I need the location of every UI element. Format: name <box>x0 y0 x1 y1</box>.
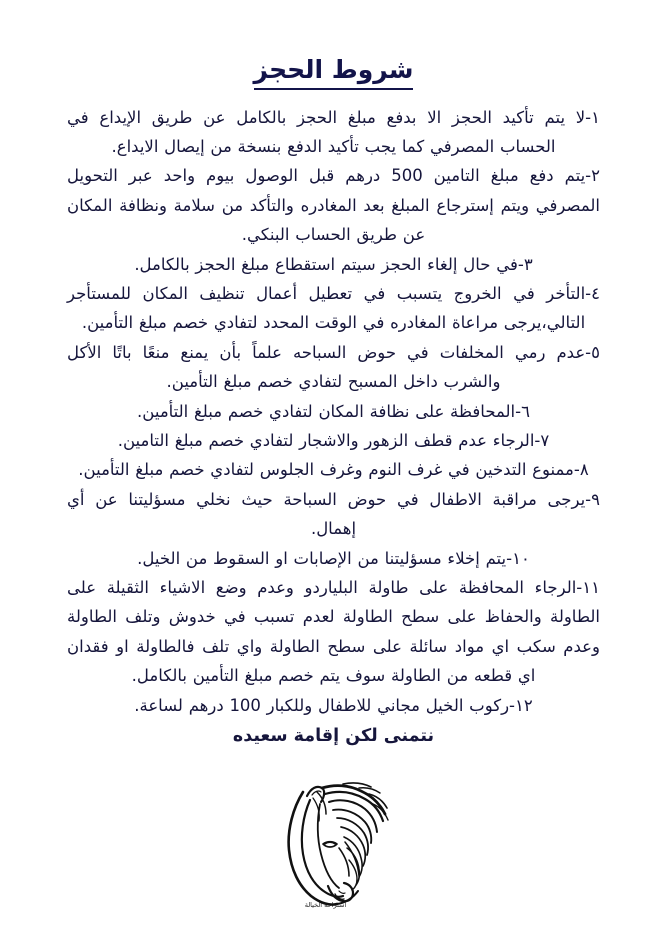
term-item-4: ٤-التأخر في الخروج يتسبب في تعطيل أعمال تنظيف المكان للمستأجر التالي،يرجى مراعاة المغادره في الوقت المحدد لتفادي خصم مبلغ التأمين. <box>67 283 600 333</box>
horse-head-logo-icon <box>273 782 395 920</box>
closing-wish-text: نتمنى لكن إقامة سعيده <box>232 726 435 747</box>
logo-block <box>0 782 667 909</box>
term-item-2: ٢-يتم دفع مبلغ التامين 500 درهم قبل الوصول بيوم واحد عبر التحويل المصرفي ويتم إسترجاع المبلغ بعد المغادره والتأكد من سلامة ونظافة المكان عن طريق الحساب البنكي. <box>67 166 600 245</box>
term-item-12: ١٢-ركوب الخيل مجاني للاطفال وللكبار 100 درهم لساعة. <box>134 695 533 715</box>
page-title <box>0 0 667 90</box>
logo-caption: استراحة الخيالة <box>304 901 347 909</box>
terms-list <box>0 103 667 721</box>
term-item-11: ١١-الرجاء المحافظة على طاولة البلياردو وعدم وضع الاشياء الثقيلة على الطاولة والحفاظ على سطح الطاولة لعدم تسبب في خدوش وتلف الطاولة وعدم سكب اي مواد سائلة على سطح الطاولة واي تلف فالطاولة او فقدان اي قطعه من الطاولة سوف يتم خصم مبلغ التأمين بالكامل. <box>67 578 600 686</box>
page-title-text: شروط الحجز <box>254 56 414 90</box>
term-item-5: ٥-عدم رمي المخلفات في حوض السباحه علماً بأن يمنع منعًا باتًا الأكل والشرب داخل المسبح لتفادي خصم مبلغ التأمين. <box>67 342 600 392</box>
term-item-9: ٩-يرجى مراقبة الاطفال في حوض السباحة حيث نخلي مسؤليتنا عن أي إهمال. <box>67 489 600 539</box>
term-item-6: ٦-المحافظة على نظافة المكان لتفادي خصم مبلغ التأمين. <box>137 401 530 421</box>
term-item-7: ٧-الرجاء عدم قطف الزهور والاشجار لتفادي خصم مبلغ التامين. <box>117 430 550 450</box>
term-item-8: ٨-ممنوع التدخين في غرف النوم وغرف الجلوس لتفادي خصم مبلغ التأمين. <box>78 460 589 480</box>
term-item-1: ١-لا يتم تأكيد الحجز الا بدفع مبلغ الحجز بالكامل عن طريق الإيداع في الحساب المصرفي كما يجب تأكيد الدفع بنسخة من إيصال الايداع. <box>67 107 600 156</box>
term-item-3: ٣-في حال إلغاء الحجز سيتم استقطاع مبلغ الحجز بالكامل. <box>134 254 533 274</box>
term-item-10: ١٠-يتم إخلاء مسؤليتنا من الإصابات او السقوط من الخيل. <box>137 548 530 568</box>
